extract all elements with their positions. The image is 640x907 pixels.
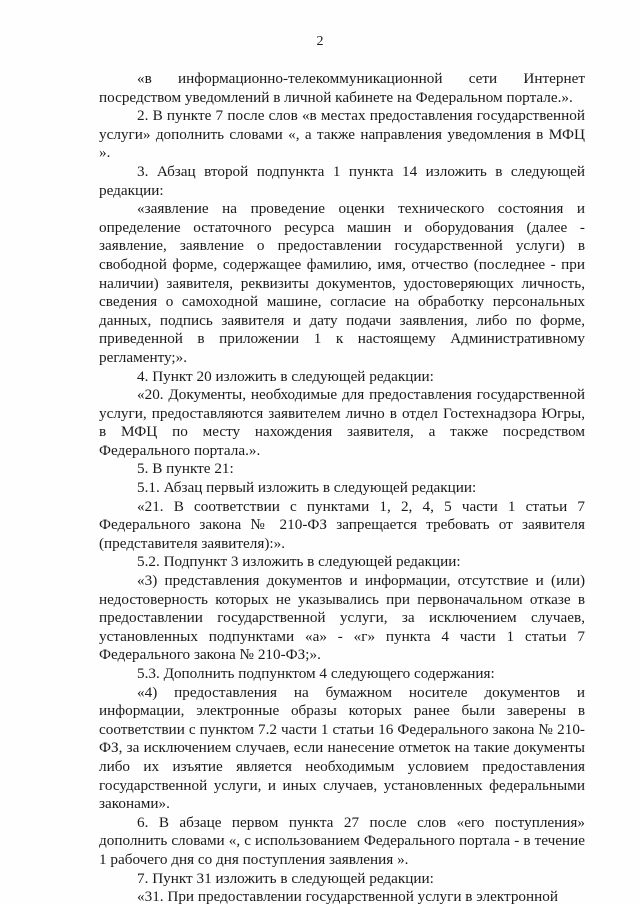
paragraph-10: 5.2. Подпункт 3 изложить в следующей редакции: [137, 553, 461, 571]
paragraph-15: 7. Пункт 31 изложить в следующей редакции: [137, 869, 434, 887]
page-number: 2 [316, 34, 324, 49]
paragraph-16: «31. При предоставлении государственной услуги в электронной [137, 888, 558, 906]
paragraph-2: 2. В пункте 7 после слов «в местах предоставления государственной услуги» дополнить словами «, а также направления уведомления в МФЦ ». [99, 107, 585, 162]
paragraph-3: 3. Абзац второй подпункта 1 пункта 14 изложить в следующей редакции: [99, 162, 585, 199]
paragraph-4: «заявление на проведение оценки технического состояния и определение остаточного ресурса машин и оборудования (далее - заявление, заявление о предоставлении государственной услуги) в свободной форме, содержащее фамилию, имя, отчество (последнее - при наличии) заявителя, реквизиты документов, удостоверяющих личность, сведения о самоходной машине, согласие на обработку персональных данных, подпись заявителя и дату подачи заявления, либо по форме, приведенной в приложении 1 к настоящему Административному регламенту;». [99, 200, 585, 366]
paragraph-8: 5.1. Абзац первый изложить в следующей редакции: [137, 479, 477, 497]
paragraph-1: «в информационно-телекоммуникационной сети Интернет посредством уведомлений в личной кабинете на Федеральном портале.». [99, 70, 585, 106]
paragraph-13: «4) предоставления на бумажном носителе документов и информации, электронные образы которых ранее были заверены в соответствии с пунктом 7.2 части 1 статьи 16 Федерального закона № 210-ФЗ, за исключением случаев, если нанесение отметок на такие документы либо их изъятие является необходимым условием предоставления государственной услуги, и иных случаев, установленных федеральными законами». [99, 683, 585, 813]
paragraph-5: 4. Пункт 20 изложить в следующей редакции: [137, 367, 434, 385]
paragraph-12: 5.3. Дополнить подпунктом 4 следующего содержания: [137, 665, 495, 682]
paragraph-11: «3) представления документов и информации, отсутствие и (или) недостоверность которых не указывались при первоначальном отказе в предоставлении государственной услуги, за исключением случаев, установленных подпунктами «а» - «г» пункта 4 части 1 статьи 7 Федерального закона № 210-ФЗ;». [99, 572, 585, 664]
paragraph-14: 6. В абзаце первом пункта 27 после слов «его поступления» дополнить словами «, с использованием Федерального портала - в течение 1 рабочего дня со дня поступления заявления ». [99, 813, 585, 868]
paragraph-7: 5. В пункте 21: [137, 460, 234, 478]
document-body [99, 70, 585, 907]
paragraph-6: «20. Документы, необходимые для предоставления государственной услуги, предоставляются заявителем лично в отдел Гостехнадзора Югры, в МФЦ по месту нахождения заявителя, а также посредством Федерального портала.». [99, 386, 585, 459]
paragraph-9: «21. В соответствии с пунктами 1, 2, 4, 5 части 1 статьи 7 Федерального закона № 210-ФЗ запрещается требовать от заявителя (представителя заявителя):». [99, 497, 585, 552]
